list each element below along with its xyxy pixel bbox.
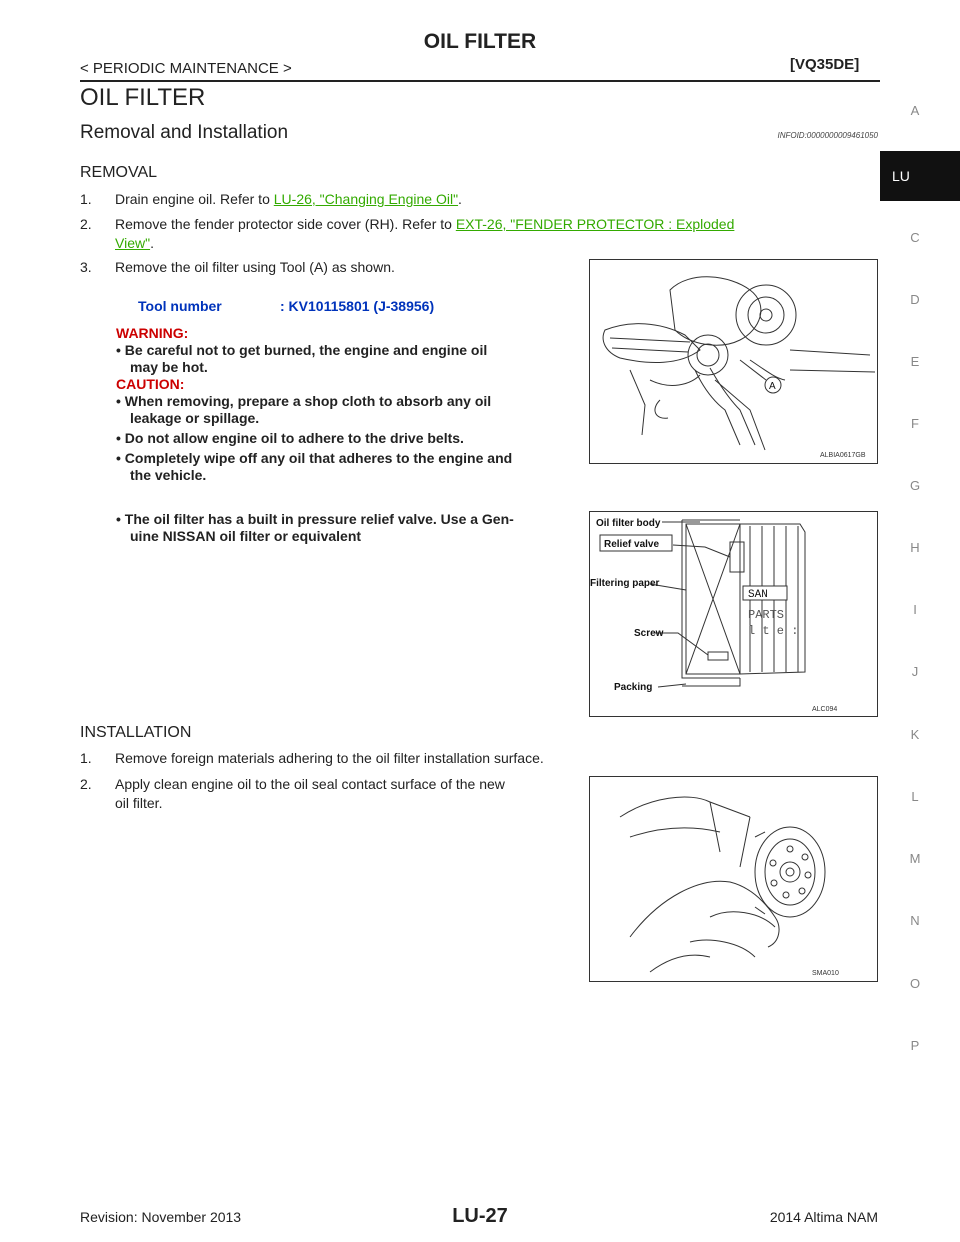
figure-code: ALC094 — [812, 706, 838, 713]
footer-revision: Revision: November 2013 — [80, 1209, 242, 1225]
footer-model-year: 2014 Altima NAM — [769, 1209, 878, 1225]
filter-brand-text: SAN — [748, 589, 768, 601]
index-tab[interactable]: A — [910, 103, 920, 118]
warning-label: WARNING: — [116, 325, 189, 341]
side-index-l[interactable] — [894, 789, 936, 804]
figure-code: SMA010 — [812, 970, 839, 977]
header-divider — [80, 80, 880, 82]
side-index-m[interactable] — [894, 851, 936, 866]
removal-step-2 — [80, 215, 880, 255]
label-packing: Packing — [614, 682, 653, 693]
page-heading: OIL FILTER — [80, 84, 206, 111]
caution-item-3-cont: the vehicle. — [130, 467, 207, 483]
page-number: LU-27 — [452, 1205, 508, 1227]
side-index-c[interactable] — [894, 230, 936, 245]
step-text: Drain engine oil. Refer to — [115, 191, 274, 207]
step-text: Apply clean engine oil to the oil seal contact surface of the new — [115, 776, 505, 792]
side-index-i[interactable] — [894, 602, 936, 617]
side-index-a[interactable] — [894, 103, 936, 118]
side-index-j[interactable] — [894, 664, 936, 679]
side-index-p[interactable] — [894, 1038, 936, 1053]
side-index-k[interactable] — [894, 727, 936, 742]
side-index-d[interactable] — [894, 292, 936, 307]
index-tab[interactable]: J — [911, 664, 919, 679]
side-index-f[interactable] — [894, 416, 936, 431]
caution-label: CAUTION: — [116, 376, 185, 392]
removal-heading: REMOVAL — [80, 164, 158, 181]
index-tab-lu[interactable]: LU — [892, 168, 910, 184]
oil-filter-diagram — [590, 512, 877, 716]
side-index-o[interactable] — [894, 976, 936, 991]
tool-number-value: : KV10115801 (J-38956) — [280, 298, 435, 314]
step-number: 2. — [80, 776, 92, 792]
step-tail: . — [458, 191, 462, 207]
index-tab[interactable]: E — [910, 354, 920, 369]
step-tail: . — [150, 235, 154, 251]
link-changing-engine-oil[interactable]: LU-26, "Changing Engine Oil" — [273, 191, 459, 207]
filter-parts-text: PARTS — [748, 608, 785, 622]
removal-step-3 — [80, 258, 580, 278]
index-tab[interactable]: O — [909, 976, 921, 991]
index-tab[interactable]: M — [909, 851, 921, 866]
figure-code: ALBIA0617GB — [820, 452, 866, 459]
side-index-n[interactable] — [894, 913, 936, 928]
side-index-active-tab[interactable] — [880, 151, 960, 201]
index-tab[interactable]: H — [910, 540, 920, 555]
label-relief-valve: Relief valve — [604, 539, 660, 550]
breadcrumb: < PERIODIC MAINTENANCE > — [80, 60, 292, 77]
caution-item-3: • Completely wipe off any oil that adheres to the engine and — [116, 450, 513, 466]
side-index-g[interactable] — [894, 478, 936, 493]
caution-item-1-cont: leakage or spillage. — [130, 410, 260, 426]
installation-heading: INSTALLATION — [80, 724, 192, 741]
warning-text: • Be careful not to get burned, the engine and engine oil — [116, 342, 488, 358]
filter-label-text: l t e : — [748, 624, 799, 638]
label-screw: Screw — [634, 628, 664, 639]
label-filtering-paper: Filtering paper — [590, 578, 660, 589]
figure-oil-filter-cutaway — [589, 511, 878, 717]
tool-number-label: Tool number — [138, 298, 222, 314]
index-tab[interactable]: L — [911, 789, 919, 804]
step-number: 2. — [80, 216, 92, 232]
relief-valve-note-cont: uine NISSAN oil filter or equivalent — [130, 528, 362, 544]
link-fender-protector[interactable]: EXT-26, "FENDER PROTECTOR : Exploded — [455, 216, 735, 232]
index-tab[interactable]: K — [910, 727, 920, 742]
index-tab[interactable]: I — [913, 602, 917, 617]
step-number: 1. — [80, 750, 92, 766]
index-tab[interactable]: N — [910, 913, 920, 928]
section-title: Removal and Installation — [80, 122, 289, 143]
engine-tool-illustration — [590, 260, 877, 463]
hand-oiling-filter-illustration — [590, 777, 877, 981]
step-number: 1. — [80, 191, 92, 207]
figure-tool-removal — [589, 259, 878, 464]
label-oil-filter-body: Oil filter body — [596, 518, 661, 529]
step-text: Remove foreign materials adhering to the oil filter installation surface. — [115, 750, 544, 766]
side-index-e[interactable] — [894, 354, 936, 369]
warning-text-cont: may be hot. — [130, 359, 208, 375]
step-text: Remove the fender protector side cover (RH). Refer to — [115, 216, 456, 232]
index-tab[interactable]: C — [910, 230, 920, 245]
callout-a: A — [769, 381, 776, 392]
step-text: Remove the oil filter using Tool (A) as shown. — [115, 259, 395, 275]
header-title: OIL FILTER — [423, 30, 537, 53]
caution-item-2: • Do not allow engine oil to adhere to the drive belts. — [116, 430, 464, 446]
index-tab[interactable]: F — [911, 416, 919, 431]
index-tab[interactable]: G — [909, 478, 921, 493]
link-fender-protector-cont[interactable]: View" — [115, 235, 151, 251]
index-tab[interactable]: D — [910, 292, 920, 307]
step-text-cont: oil filter. — [115, 795, 163, 811]
step-number: 3. — [80, 259, 92, 275]
removal-step-1 — [80, 190, 880, 210]
relief-valve-note: • The oil filter has a built in pressure relief valve. Use a Gen- — [116, 511, 514, 527]
side-index-h[interactable] — [894, 540, 936, 555]
index-tab[interactable]: P — [910, 1038, 920, 1053]
caution-item-1: • When removing, prepare a shop cloth to absorb any oil — [116, 393, 492, 409]
engine-model: [VQ35DE] — [790, 56, 860, 73]
figure-oil-seal — [589, 776, 878, 982]
installation-step-1 — [80, 749, 880, 769]
info-id: INFOID:0000000009461050 — [777, 131, 878, 140]
